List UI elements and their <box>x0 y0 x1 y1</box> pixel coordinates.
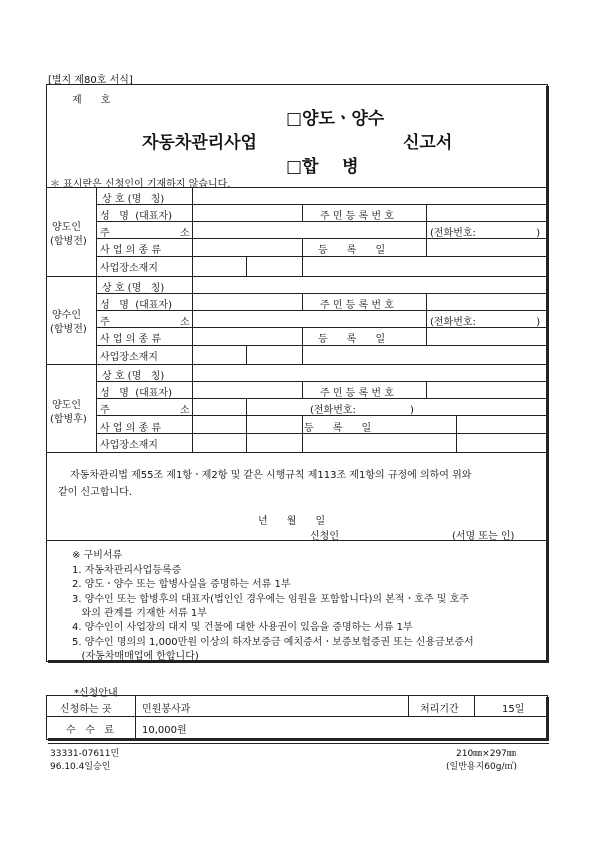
title-option-merger: □합 병 <box>286 157 359 177</box>
document-item: 1. 자동차관리사업등록증 <box>72 565 182 576</box>
side-label: 양도인 <box>52 222 81 233</box>
address-label-b: 소 <box>180 317 190 328</box>
number-label: 제 호 <box>72 95 111 106</box>
phone-label: (전화번호: ) <box>430 317 541 328</box>
guide-table-shadow-bottom <box>48 738 549 741</box>
office-label: 신청하는 곳 <box>60 704 112 715</box>
guide-heading: *신청안내 <box>74 688 118 699</box>
guide-table <box>46 695 548 740</box>
document-item: 와의 관계를 기재한 서류 1부 <box>72 608 207 619</box>
declaration-line-1: 자동차관리법 제55조 제1항ㆍ제2항 및 같은 시행규칙 제113조 제1항의 규정에 의하여 위와 <box>70 470 472 481</box>
phone-column-divider <box>426 221 427 238</box>
label-column-divider <box>192 187 193 276</box>
side-label: 양도인 <box>52 400 81 411</box>
representative-label: 성 명 (대표자) <box>100 211 172 222</box>
side-column-divider <box>96 187 97 276</box>
guide-row-divider <box>46 716 546 717</box>
label-column-divider <box>192 364 193 452</box>
side-label-sub: (합병전) <box>50 236 87 247</box>
business-type-label: 사 업 의 종 류 <box>100 334 162 345</box>
side-label-sub: (합병전) <box>50 324 87 335</box>
resident-number-label: 주 민 등 록 번 호 <box>320 388 394 399</box>
section-divider <box>46 452 546 453</box>
right-column-divider <box>456 415 457 452</box>
fee-value: 10,000원 <box>142 725 187 736</box>
office-value: 민원봉사과 <box>142 704 191 715</box>
address-label-a: 주 <box>100 405 110 416</box>
mid-column-divider <box>302 293 303 310</box>
right-column-divider <box>426 238 427 256</box>
document-item: 2. 양도ㆍ양수 또는 합병사실을 증명하는 서류 1부 <box>72 579 291 590</box>
right-column-divider <box>426 327 427 345</box>
label-column-divider <box>192 276 193 364</box>
side-label-sub: (합병후) <box>50 414 87 425</box>
representative-label: 성 명 (대표자) <box>100 300 172 311</box>
fee-label: 수 수 료 <box>66 725 115 736</box>
guide-col-divider <box>408 695 409 716</box>
registration-date-label: 등 록 일 <box>318 334 386 345</box>
guide-col-divider <box>474 695 475 716</box>
mid-column-divider <box>302 415 303 433</box>
form-code: 33331-07611민 <box>50 749 120 759</box>
label-column-divider-wide <box>246 398 247 452</box>
mid-column-divider <box>302 433 303 453</box>
resident-number-label: 주 민 등 록 번 호 <box>320 300 394 311</box>
phone-column-divider <box>426 310 427 327</box>
form-number: [별지 제80호 서식] <box>48 75 133 86</box>
label-column-divider-wide <box>246 256 247 277</box>
frame-shadow-right <box>546 86 549 662</box>
company-name-label: 상 호 (명 칭) <box>102 194 165 205</box>
mid-column-divider <box>302 327 303 345</box>
right-column-divider <box>426 293 427 310</box>
side-column-divider <box>96 276 97 364</box>
representative-label: 성 명 (대표자) <box>100 388 172 399</box>
business-location-label: 사업장소재지 <box>100 263 158 274</box>
signature-label: (서명 또는 인) <box>452 531 515 542</box>
document-item: 5. 양수인 명의의 1,000만원 이상의 하자보증금 예치증서ㆍ보증보험증권 또는 신용금보증서 <box>72 637 474 648</box>
document-item: 3. 양수인 또는 합병후의 대표자(법인인 경우에는 임원을 포함합니다)의 본적ㆍ호주 및 호주 <box>72 594 469 605</box>
mid-column-divider <box>302 345 303 365</box>
paper-size: 210㎜×297㎜ <box>456 749 516 759</box>
phone-label: (전화번호: ) <box>430 228 541 239</box>
business-type-label: 사 업 의 종 류 <box>100 245 162 256</box>
section-divider <box>46 276 546 277</box>
phone-label: (전화번호: ) <box>310 405 414 416</box>
address-label-a: 주 <box>100 317 110 328</box>
registration-date-label: 등 록 일 <box>304 423 372 434</box>
business-location-label: 사업장소재지 <box>100 352 158 363</box>
notice-text: ＊ 표시란은 신청인이 기재하지 않습니다. <box>50 179 231 190</box>
document-item: (자동차매매업에 한합니다) <box>72 651 199 662</box>
company-name-label: 상 호 (명 칭) <box>102 371 165 382</box>
mid-column-divider <box>302 381 303 398</box>
declaration-line-2: 같이 신고합니다. <box>58 487 132 498</box>
table-top-line <box>46 187 546 188</box>
title-option-transfer: □양도ㆍ양수 <box>286 109 385 129</box>
approval-date: 96.10.4일승인 <box>50 762 111 772</box>
processing-period-label: 처리기간 <box>420 704 459 715</box>
documents-heading: ※ 구비서류 <box>72 550 123 561</box>
paper-type: (일반용지60g/㎡) <box>446 762 517 772</box>
side-label: 양수인 <box>52 310 81 321</box>
address-label-b: 소 <box>180 405 190 416</box>
company-name-label: 상 호 (명 칭) <box>102 283 165 294</box>
resident-number-label: 주 민 등 록 번 호 <box>320 211 394 222</box>
section-divider <box>46 364 546 365</box>
mid-column-divider <box>302 238 303 256</box>
title-suffix: 신고서 <box>403 133 453 153</box>
footer-rule <box>48 743 549 744</box>
date-line: 년 월 일 <box>258 516 326 527</box>
registration-date-label: 등 록 일 <box>318 245 386 256</box>
business-type-label: 사 업 의 종 류 <box>100 423 162 434</box>
right-column-divider <box>426 204 427 221</box>
guide-table-shadow-right <box>546 697 549 740</box>
right-column-divider <box>426 381 427 398</box>
mid-column-divider <box>302 256 303 277</box>
applicant-label: 신청인 <box>310 531 339 542</box>
business-location-label: 사업장소재지 <box>100 440 158 451</box>
document-item: 4. 양수인이 사업장의 대지 및 건물에 대한 사용권이 있음을 증명하는 서류 1부 <box>72 622 413 633</box>
mid-column-divider <box>302 204 303 221</box>
guide-col-divider <box>135 695 136 738</box>
processing-period-value: 15일 <box>502 704 525 715</box>
address-label-b: 소 <box>180 228 190 239</box>
label-column-divider-wide <box>246 345 247 365</box>
side-column-divider <box>96 364 97 452</box>
page-title: 자동차관리사업 <box>142 133 257 153</box>
address-label-a: 주 <box>100 228 110 239</box>
